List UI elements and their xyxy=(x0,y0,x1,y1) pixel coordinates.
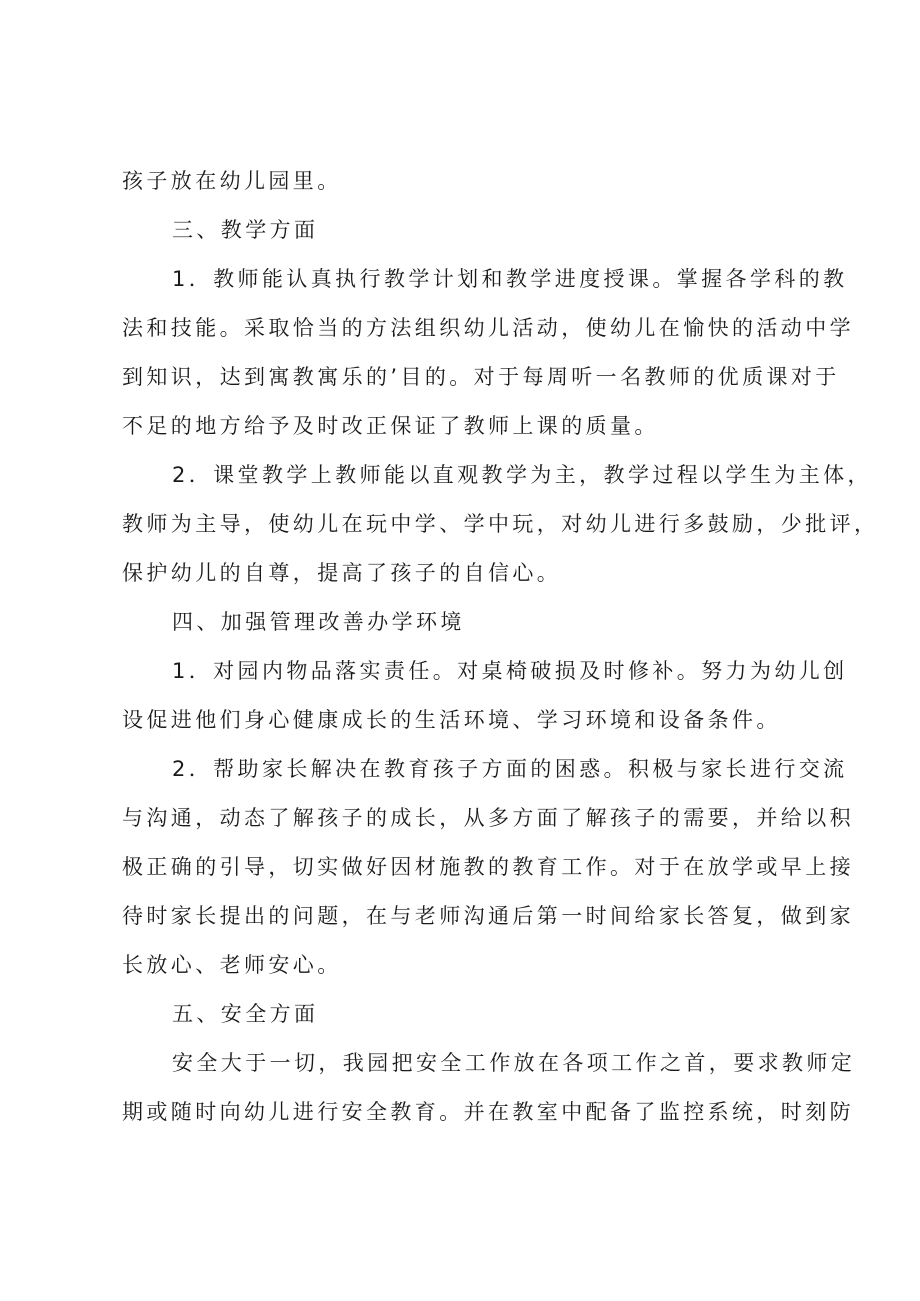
paragraph-line: 与沟通，动态了解孩子的成长，从多方面了解孩子的需要，并给以积 xyxy=(122,806,854,830)
paragraph-line: 1．教师能认真执行教学计划和教学进度授课。掌握各学科的教 xyxy=(172,267,848,291)
paragraph-line: 不足的地方给予及时改正保证了教师上课的质量。 xyxy=(122,414,659,438)
paragraph-line: 待时家长提出的问题，在与老师沟通后第一时间给家长答复，做到家 xyxy=(122,904,854,928)
paragraph-line: 长放心、老师安心。 xyxy=(122,953,342,977)
paragraph-line: 到知识，达到寓教寓乐的’目的。对于每周听一名教师的优质课对于 xyxy=(122,365,840,389)
paragraph-line: 保护幼儿的自尊，提高了孩子的自信心。 xyxy=(122,561,562,585)
paragraph-line: 法和技能。采取恰当的方法组织幼儿活动，使幼儿在愉快的活动中学 xyxy=(122,316,854,340)
paragraph-line: 教师为主导，使幼儿在玩中学、学中玩，对幼儿进行多鼓励，少批评， xyxy=(122,512,879,536)
section-heading-teaching: 三、教学方面 xyxy=(172,218,319,242)
paragraph-line: 2．课堂教学上教师能以直观教学为主，教学过程以学生为主体， xyxy=(172,463,872,487)
paragraph-continuation: 孩子放在幼儿园里。 xyxy=(122,169,342,193)
paragraph-line: 设促进他们身心健康成长的生活环境、学习环境和设备条件。 xyxy=(122,708,781,732)
paragraph-line: 期或随时向幼儿进行安全教育。并在教室中配备了监控系统，时刻防 xyxy=(122,1100,854,1124)
paragraph-line: 1．对园内物品落实责任。对桌椅破损及时修补。努力为幼儿创 xyxy=(172,659,848,683)
section-heading-safety: 五、安全方面 xyxy=(172,1002,319,1026)
section-heading-management: 四、加强管理改善办学环境 xyxy=(172,610,465,634)
paragraph-line: 2．帮助家长解决在教育孩子方面的困惑。积极与家长进行交流 xyxy=(172,757,848,781)
paragraph-line: 安全大于一切，我园把安全工作放在各项工作之首，要求教师定 xyxy=(172,1051,856,1075)
paragraph-line: 极正确的引导，切实做好因材施教的教育工作。对于在放学或早上接 xyxy=(122,855,854,879)
